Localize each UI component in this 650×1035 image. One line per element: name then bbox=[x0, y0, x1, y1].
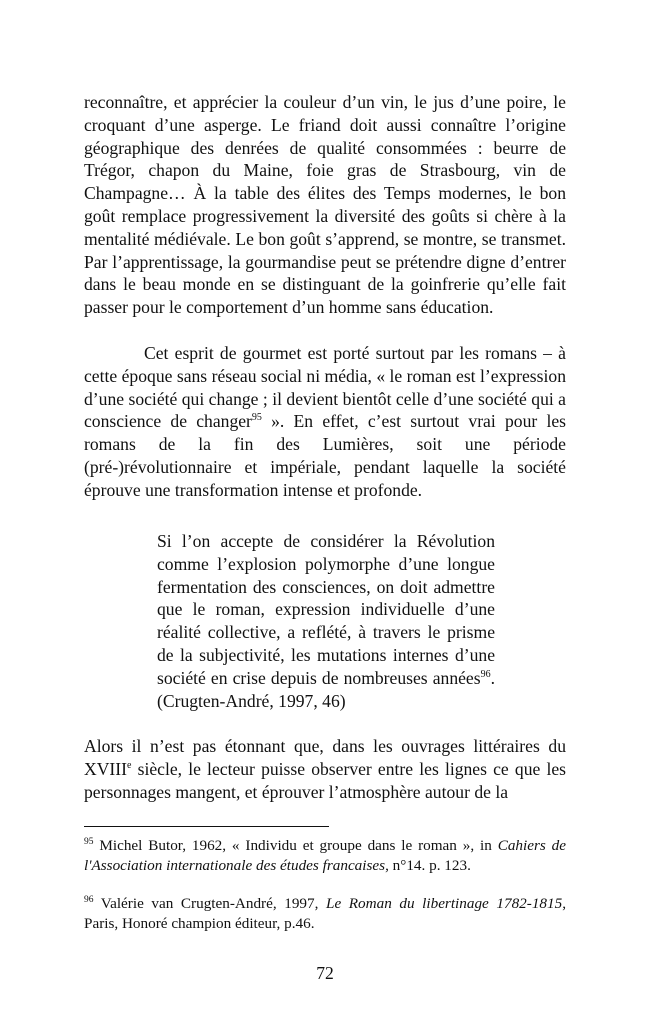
body-paragraph-2 bbox=[84, 342, 566, 502]
footnote-96 bbox=[84, 894, 566, 933]
footnote-text: Valérie van Crugten-André, 1997, bbox=[93, 895, 326, 912]
page-number: 72 bbox=[316, 963, 334, 983]
footnote-separator bbox=[84, 826, 329, 827]
block-quote bbox=[157, 530, 495, 712]
body-paragraph-3 bbox=[84, 735, 566, 803]
footnote-title: Le Roman du libertinage 1782-1815 bbox=[326, 895, 563, 912]
footnote-text-cont: , Paris, Honoré champion éditeur, p.46. bbox=[84, 895, 566, 932]
footnote-text: Michel Butor, 1962, « Individu et groupe dans le roman », in bbox=[93, 837, 498, 854]
footnote-title: Cahiers de l'Association internationale des études francaises bbox=[84, 837, 566, 874]
body-paragraph-1: reconnaître, et apprécier la couleur d’un vin, le jus d’une poire, le croquant d’une asperge. Le friand doit aussi connaître l’origine géographique des denrées de qualité consommées : beurre de Trégor, chapon du Maine, foie gras de Strasbourg, vin de Champagne… À la table des élites des Temps modernes, le bon goût remplace progressivement la diversité des goûts si chère à la mentalité médiévale. Le bon goût s’apprend, se montre, se transmet. Par l’apprentissage, la gourmandise peut se prétendre digne d’entrer dans le beau monde en se distinguant de la goinfrerie qu’elle fait passer pour le comportement d’un homme sans éducation. bbox=[84, 92, 566, 318]
body-paragraph-2-text-cont: ». En effet, c’est surtout vrai pour les romans de la fin des Lumières, soit une période (pré-)révolutionnaire et impériale, pendant laquelle la société éprouve une transformation intense et profonde. bbox=[84, 411, 566, 500]
body-paragraph-2-text: Cet esprit de gourmet est porté surtout par les romans – à cette époque sans réseau social ni média, « le roman est l’expression d’une société qui change ; il devient bientôt celle d’une société qui a conscience de changer bbox=[84, 343, 566, 432]
body-paragraph-3-text: Alors il n’est pas étonnant que, dans les ouvrages littéraires du XVIII bbox=[84, 736, 566, 779]
footnote-ref-96[interactable]: 96 bbox=[480, 668, 491, 680]
body-paragraph-3-text-cont: siècle, le lecteur puisse observer entre les lignes ce que les personnages mangent, et éprouver l’atmosphère autour de la bbox=[84, 758, 566, 802]
footnote-number: 96 bbox=[84, 894, 94, 905]
footnote-95 bbox=[84, 836, 566, 875]
century-superscript: e bbox=[127, 759, 132, 771]
footnote-text-cont: , n°14. p. 123. bbox=[385, 856, 471, 874]
footnote-number: 95 bbox=[84, 836, 94, 847]
block-quote-text: Si l’on accepte de considérer la Révolution comme l’explosion polymorphe d’une longue fermentation des consciences, on doit admettre que le roman, expression individuelle d’une réalité collective, a reflété, à travers le prisme de la subjectivité, les mutations internes d’une société en crise depuis de nombreuses années bbox=[157, 531, 495, 688]
block-quote-citation: . (Crugten-André, 1997, 46) bbox=[157, 667, 495, 711]
footnote-ref-95[interactable]: 95 bbox=[251, 412, 262, 424]
